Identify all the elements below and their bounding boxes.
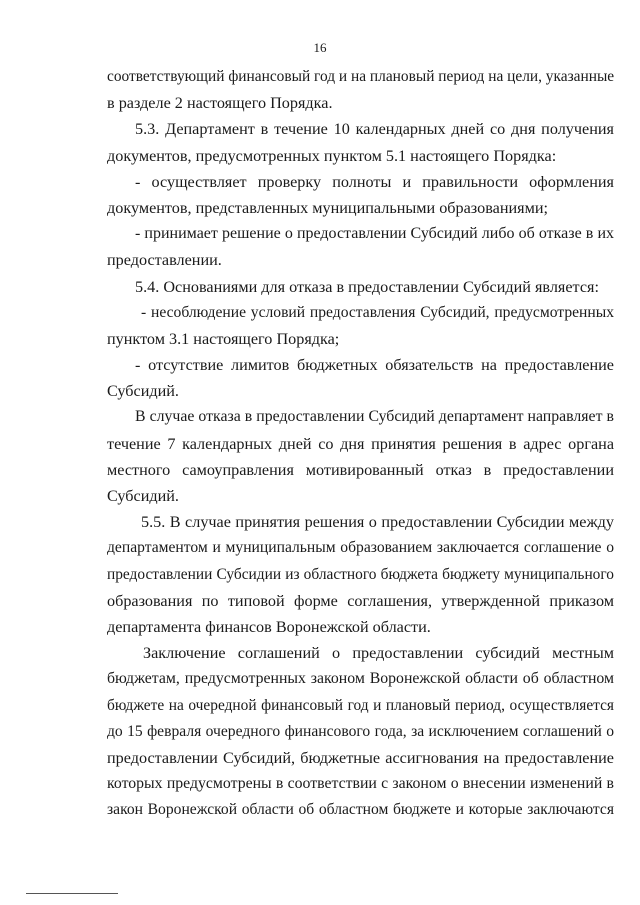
- text-line: - несоблюдение условий предоставления Субсидий, предусмотренных: [141, 303, 614, 321]
- text-line: образования по типовой форме соглашения, утвержденной приказом: [107, 591, 614, 610]
- text-line: - осуществляет проверку полноты и правильности оформления: [135, 172, 614, 191]
- page-number: 16: [313, 40, 327, 55]
- text-line: предоставлении Субсидии из областного бюджета бюджету муниципального: [107, 565, 614, 583]
- text-line: бюджетам, предусмотренных законом Воронежской области об областном: [107, 670, 614, 688]
- text-line: пунктом 3.1 настоящего Порядка;: [107, 329, 340, 348]
- footnote-separator: [26, 893, 118, 894]
- document-body: [107, 64, 614, 823]
- text-line: 5.3. Департамент в течение 10 календарных дней со дня получения: [135, 120, 614, 139]
- text-line: течение 7 календарных дней со дня принятия решения в адрес органа: [107, 434, 614, 453]
- text-line: Субсидий.: [107, 487, 179, 505]
- text-line: В случае отказа в предоставлении Субсидий департамент направляет в: [135, 408, 614, 426]
- text-line: предоставлении.: [107, 251, 222, 270]
- text-line: 5.4. Основаниями для отказа в предоставлении Субсидий является:: [135, 277, 599, 296]
- text-line: до 15 февраля очередного финансового года, за исключением соглашений о: [107, 722, 614, 740]
- text-line: - отсутствие лимитов бюджетных обязательств на предоставление: [135, 356, 614, 375]
- text-line: соответствующий финансовый год и на плановый период на цели, указанные: [107, 68, 615, 85]
- text-line: Заключение соглашений о предоставлении субсидий местным: [143, 644, 614, 663]
- text-line: департаментом и муниципальным образованием заключается соглашение о: [107, 539, 614, 557]
- text-line: которых предусмотрены в соответствии с законом о внесении изменений в: [107, 775, 614, 793]
- text-line: документов, предусмотренных пунктом 5.1 настоящего Порядка:: [107, 146, 557, 165]
- text-line: местного самоуправления мотивированный отказ в предоставлении: [107, 460, 614, 479]
- text-line: закон Воронежской области об областном бюджете и которые заключаются: [107, 801, 614, 819]
- text-line: предоставлении Субсидий, бюджетные ассигнования на предоставление: [107, 748, 614, 767]
- text-line: в разделе 2 настоящего Порядка.: [107, 94, 333, 113]
- text-line: департамента финансов Воронежской области.: [107, 617, 431, 636]
- text-line: бюджете на очередной финансовый год и плановый период, осуществляется: [107, 696, 614, 714]
- text-line: Субсидий.: [107, 382, 179, 401]
- text-line: - принимает решение о предоставлении Субсидий либо об отказе в их: [135, 225, 614, 243]
- text-line: документов, представленных муниципальными образованиями;: [107, 198, 548, 217]
- text-line: 5.5. В случае принятия решения о предоставлении Субсидии между: [141, 513, 614, 532]
